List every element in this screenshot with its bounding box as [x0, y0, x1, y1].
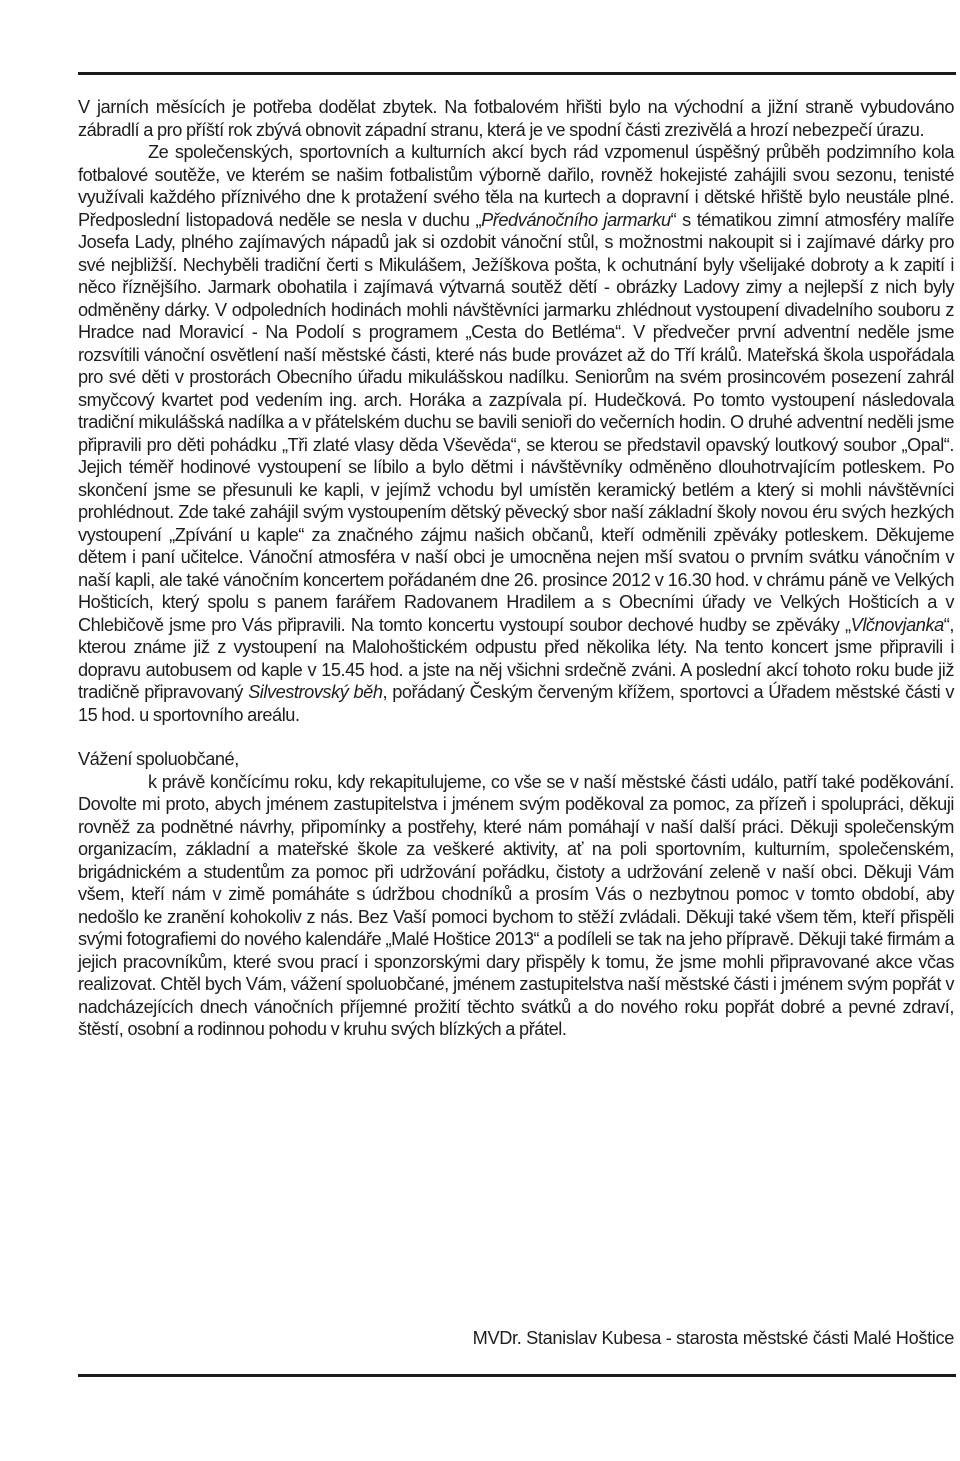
paragraph-intro: [78, 96, 954, 141]
text-run: V jarních měsících je potřeba dodělat zbytek. Na fotbalovém hřišti bylo na východní a jižní straně vybudováno zábradlí a pro příští rok zbývá obnovit západní stranu, která je ve spodní části zrezivělá a hrozí nebezpečí úrazu.: [78, 97, 954, 140]
bottom-rule: [78, 1374, 956, 1377]
top-rule: [78, 72, 956, 75]
paragraph-thanks: [78, 771, 954, 1041]
signature: MVDr. Stanislav Kubesa - starosta městské části Malé Hoštice: [472, 1328, 954, 1348]
text-run: Ze společenských, sportovních a kulturních akcí bych rád vzpomenul úspěšný průběh podzimního kola fotbalové soutěže, ve kterém se našim fotbalistům výborně dařilo, rovněž hokejisté zahájili svou sezonu, tenisté využívali každého příznivého dne k protažení svého těla na kurtech a dopravní i dětské hřiště bylo neustále plné. Předposlední listopadová neděle se nesla v duchu „: [78, 142, 954, 230]
text-run: k právě končícímu roku, kdy rekapitulujeme, co vše se v naší městské části událo, patří také poděkování. Dovolte mi proto, abych jménem zastupitelstva i jménem svým poděkoval za pomoc, za přízeň i spolupráci, děkuji rovněž za podnětné návrhy, připomínky a postřehy, které nám pomáhají v naší další práci. Děkuji společenským organizacím, základní a mateřské škole za veškeré aktivity, ať na poli sportovním, kulturním, společenském, brigádnickém a studentům za pomoc při udržování pořádku, čistoty a udržování zeleně v naší obci. Děkuji Vám všem, kteří nám v zimě pomáháte s údržbou chodníků a prosím Vás o nezbytnou pomoc v tomto období, aby nedošlo ke zranění kohokoliv z nás. Bez Vaší pomoci bychom to stěží zvládali. Děkuji také všem těm, kteří přispěli svými fotografiemi do nového kalendáře „Malé Hoštice 2013“ a podíleli se tak na jeho přípravě. Děkuji také firmám a jejich pracovníkům, které svou prací i sponzorskými dary přispěly k tomu, že jsme mohli připravované akce včas realizovat. Chtěl bych Vám, vážení spoluobčané, jménem zastupitelstva naší městské části i jménem svým popřát v nadcházejících dnech vánočních příjemné prožití těchto svátků a do nového roku popřát dobré a pevné zdraví, štěstí, osobní a rodinnou pohodu v kruhu svých blízkých a přátel.: [78, 771, 954, 1039]
text-run: “, kterou známe již z vystoupení na Malohoštickém odpustu před několika léty. Na tento koncert jsme připravili i dopravu autobusem od kaple v 15.45 hod. a jste na něj všichni srdečně zváni. A poslední akcí tohoto roku bude již tradičně připravovaný: [78, 614, 954, 702]
text-run: “ s tématikou zimní atmosféry malíře Josefa Lady, plného zajímavých nápadů jak si ozdobit vánoční stůl, s možnostmi nakoupit si i zajímavé dárky pro své nejbližší. Nechyběli tradiční čerti s Mikulášem, Ježíškova pošta, k ochutnání byly všelijaké dobroty a k zapití i něco říznějšího. Jarmark obohatila i zajímavá výtvarná soutěž dětí - obrázky Ladovy zimy a nejlepší z nich byly odměněny dárky. V odpoledních hodinách mohli návštěvníci jarmarku zhlédnout vystoupení divadelního souboru z Hradce nad Moravicí - Na Podolí s programem „Cesta do Betléma“. V předvečer první adventní neděle jsme rozsvítili vánoční osvětlení naší městské části, které nás bude provázet až do Tří králů. Mateřská škola uspořádala pro své děti v prostorách Obecního úřadu mikulášskou nadílku. Seniorům na svém prosincovém posezení zahrál smyčcový kvartet pod vedením ing. arch. Horáka a zazpívala pí. Hudečková. Po tomto vystoupení následovala tradiční mikulášská nadílka a v přátelském duchu se bavili senioři do večerních hodin. O druhé adventní neděli jsme připravili pro děti pohádku „Tři zlaté vlasy děda Vševěda“, se kterou se představil opavský loutkový soubor „Opal“. Jejich téměř hodinové vystoupení se líbilo a bylo dětmi i návštěvníky odměněno dlouhotrvajícím potleskem. Po skončení jsme se přesunuli ke kapli, v jejímž vchodu byl umístěn keramický betlém a který si mohli návštěvníci prohlédnout. Zde také zahájil svým vystoupením dětský pěvecký sbor naší základní školy novou éru svých hezkých vystoupení „Zpívání u kaple“ za značného zájmu našich občanů, kteří odměnili zpěváky potleskem. Děkujeme dětem i paní učitelce. Vánoční atmosféra v naší obci je umocněna nejen mší svatou o prvním svátku vánočním v naší kapli, ale také vánočním koncertem pořádaném dne 26. prosince 2012 v 16.30 hod. v chrámu páně ve Velkých Hošticích, který spolu s panem farářem Radovanem Hradilem a s Obecními úřady ve Velkých Hošticích a v Chlebičově jsme pro Vás připravili. Na tomto koncertu vystoupí soubor dechové hudby se zpěváky „: [78, 209, 955, 635]
italic-text-run: Vlčnovjanka: [850, 614, 944, 635]
italic-text-run: Silvestrovský běh: [248, 682, 383, 702]
italic-text-run: Předvánočního jarmarku: [481, 209, 671, 230]
salutation: Vážení spoluobčané,: [78, 749, 239, 769]
paragraph-events: [78, 141, 954, 726]
text-run: , pořádaný Českým červeným křížem, sportovci a Úřadem městské části v 15 hod. u sportovního areálu.: [78, 682, 954, 725]
paragraph-gap: [78, 726, 954, 748]
article-body: [78, 96, 954, 1041]
